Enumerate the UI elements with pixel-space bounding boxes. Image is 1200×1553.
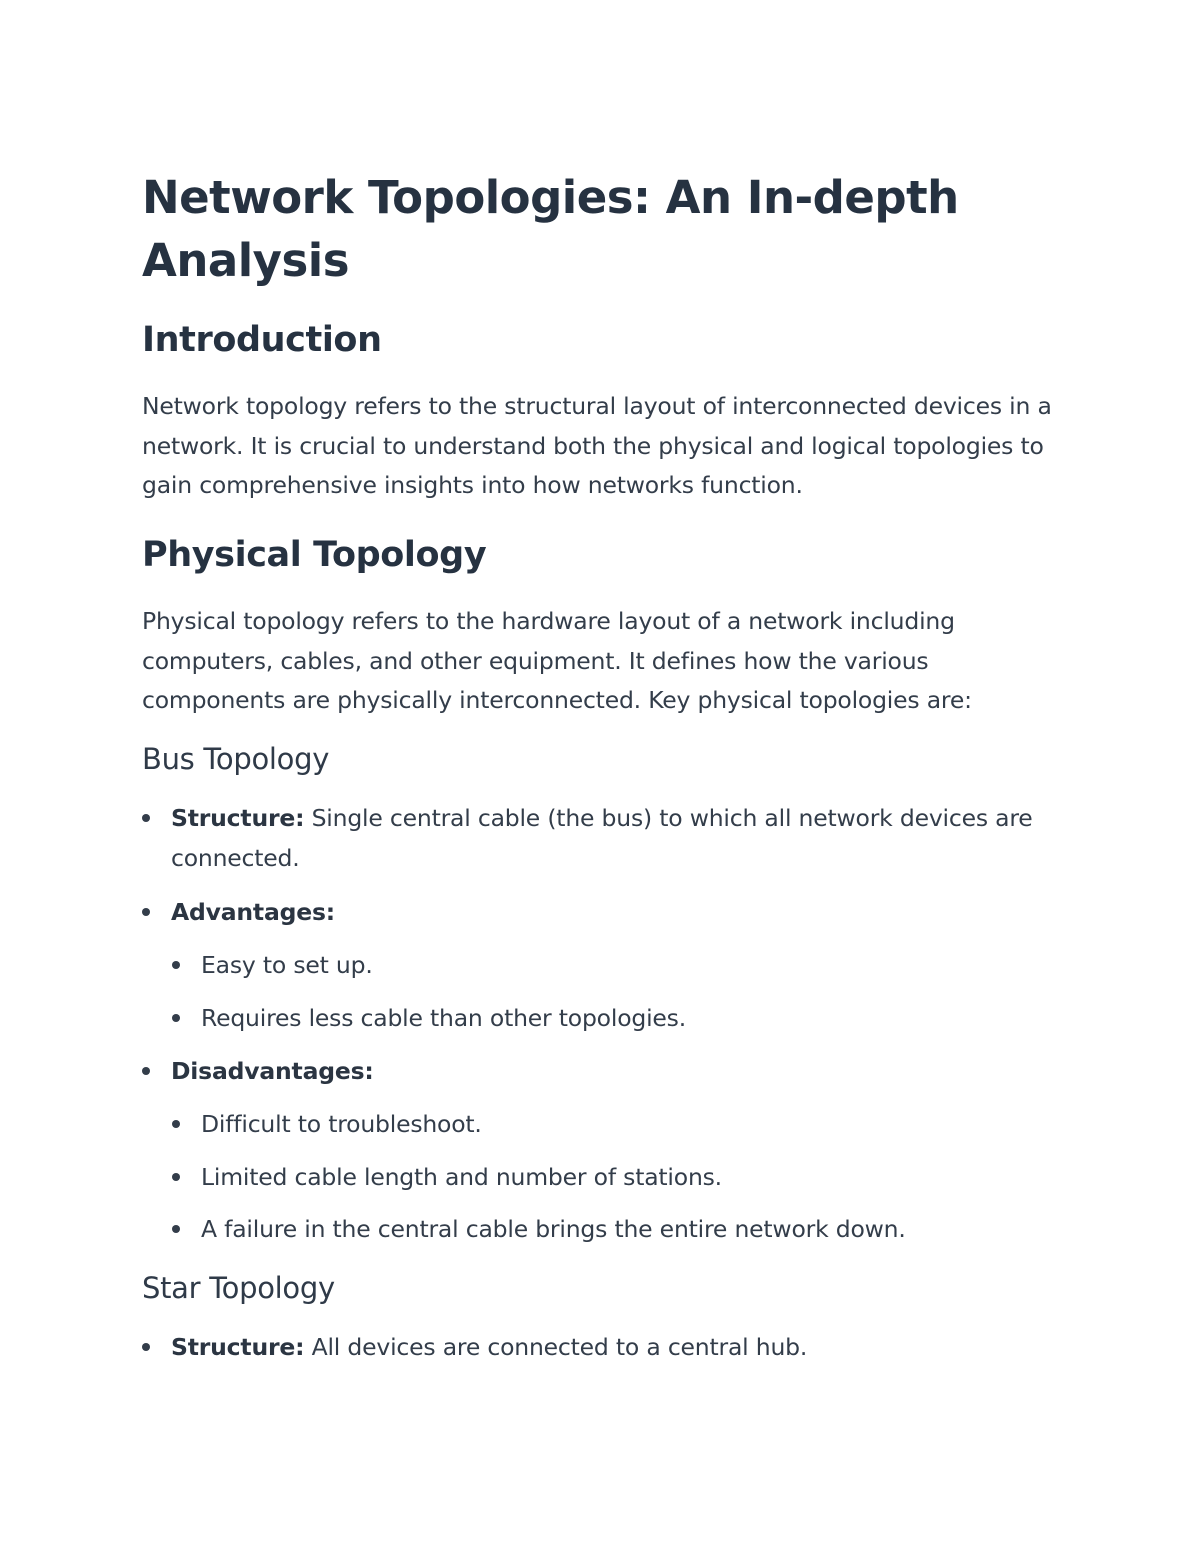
advantages-label: Advantages: (171, 898, 335, 926)
disadvantages-label: Disadvantages: (171, 1057, 374, 1085)
bullet-dot-icon (172, 1225, 180, 1233)
list-item-disadvantage: Difficult to troubleshoot. (172, 1104, 1042, 1144)
bullet-dot-icon (142, 908, 150, 916)
bullet-dot-icon (142, 1343, 150, 1351)
physical-paragraph: Physical topology refers to the hardware layout of a network including computers, cables, and other equipment. It defines how the various components are physically interconnected. Key physical topologies are: (142, 607, 972, 714)
list-item-disadvantage: Limited cable length and number of stations. (172, 1157, 1042, 1197)
intro-paragraph: Network topology refers to the structural layout of interconnected devices in a network. It is crucial to understand both the physical and logical topologies to gain comprehensive insights into how networks function. (142, 392, 1052, 499)
structure-label: Structure: (171, 1333, 305, 1361)
structure-label: Structure: (171, 804, 305, 832)
bullet-dot-icon (172, 1014, 180, 1022)
list-item-advantages (142, 892, 1042, 932)
structure-text: Single central cable (the bus) to which all network devices are connected. (171, 804, 1033, 872)
list-item-advantage: Requires less cable than other topologies. (172, 998, 1042, 1038)
list-item-star-structure (142, 1327, 1042, 1367)
bullet-dot-icon (172, 1173, 180, 1181)
heading-bus-topology: Bus Topology (142, 742, 330, 776)
heading-star-topology: Star Topology (142, 1271, 335, 1305)
bullet-dot-icon (142, 814, 150, 822)
list-item-disadvantage: A failure in the central cable brings the entire network down. (172, 1209, 1042, 1249)
bullet-dot-icon (172, 961, 180, 969)
heading-physical-topology: Physical Topology (142, 535, 487, 575)
structure-text: All devices are connected to a central hub. (304, 1333, 808, 1361)
list-item-disadvantages (142, 1051, 1042, 1091)
document-title: Network Topologies: An In-depth Analysis (142, 171, 959, 287)
heading-introduction: Introduction (142, 320, 382, 360)
bullet-dot-icon (142, 1067, 150, 1075)
list-item-advantage: Easy to set up. (172, 945, 1042, 985)
list-item-bus-structure (142, 798, 1042, 878)
bullet-dot-icon (172, 1120, 180, 1128)
